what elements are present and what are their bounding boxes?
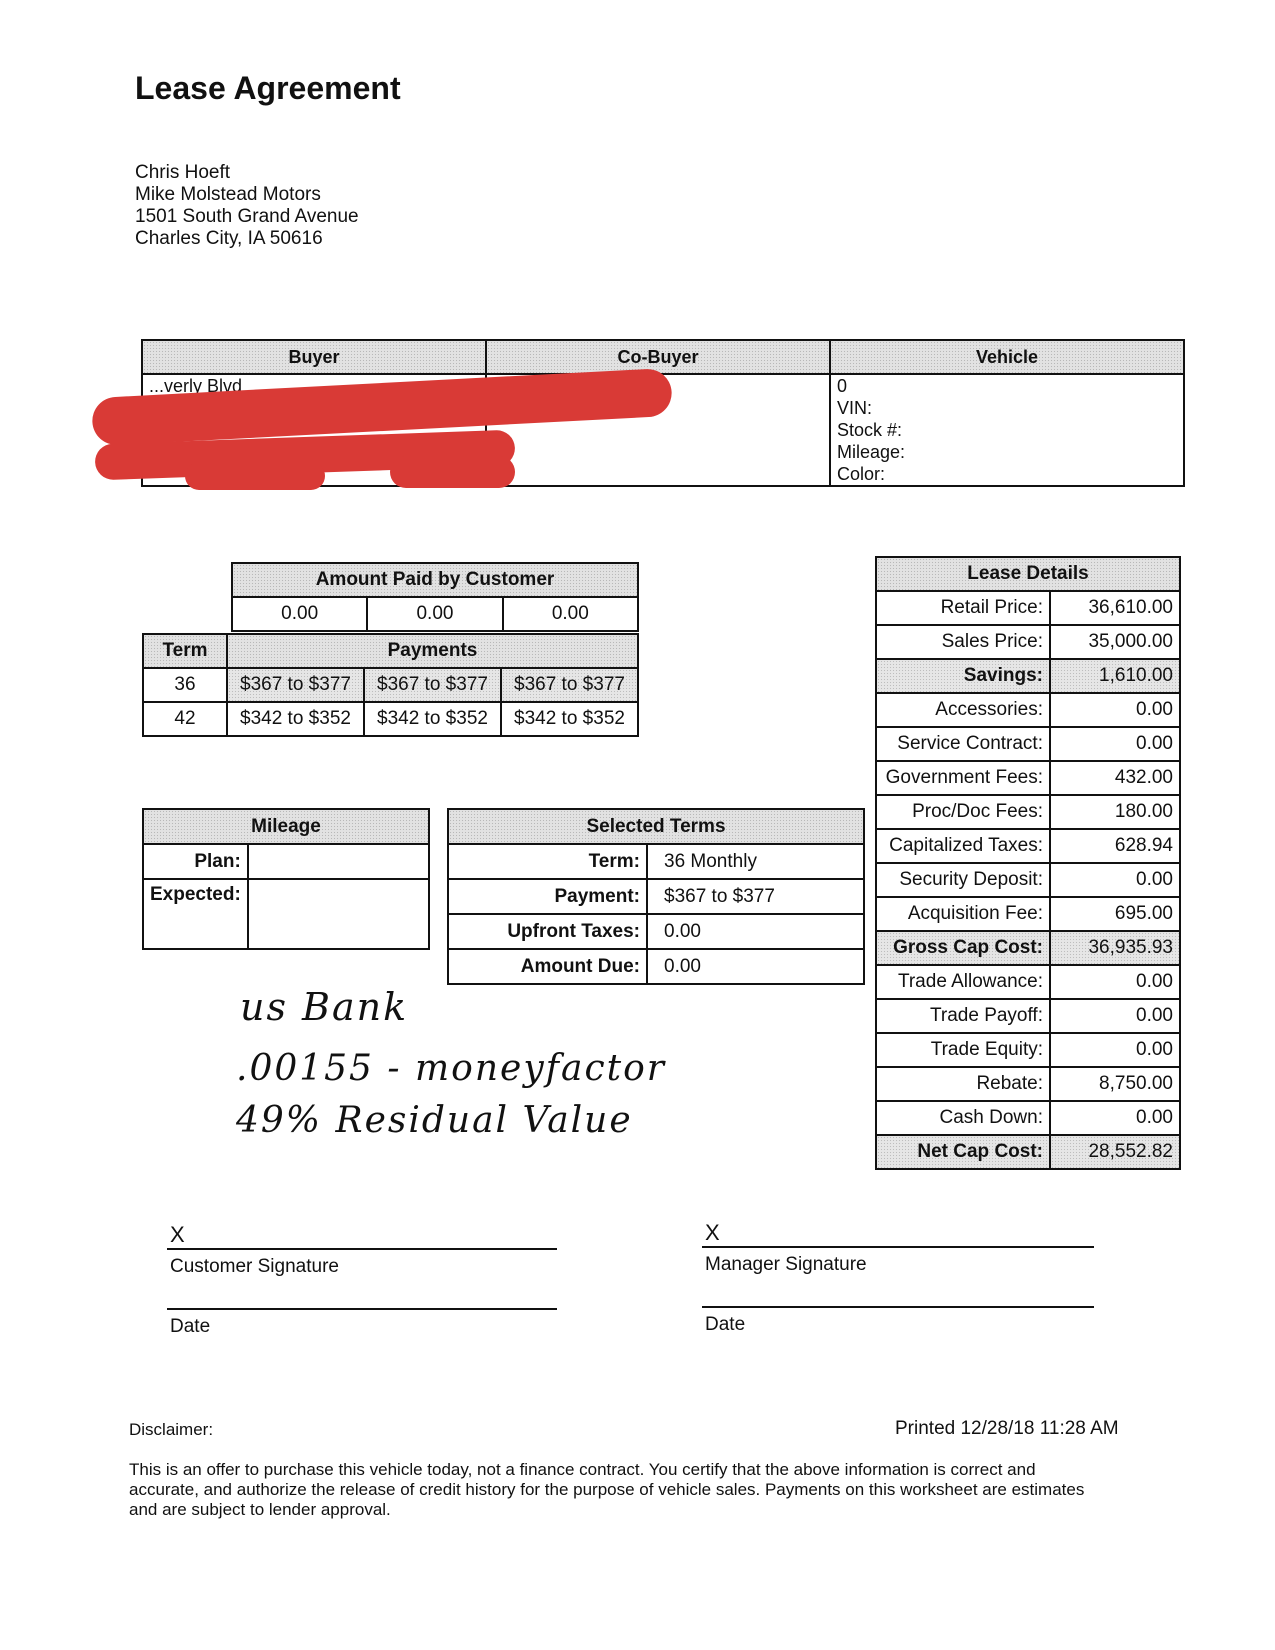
lease-detail-value: 695.00	[1050, 897, 1180, 931]
lease-detail-value: 0.00	[1050, 1033, 1180, 1067]
vehicle-vin: VIN:	[837, 398, 873, 418]
amount-paid-value: 0.00	[503, 597, 638, 631]
customer-date-label: Date	[170, 1316, 211, 1337]
buyer-line: ...verly Blvd	[149, 376, 243, 396]
vehicle-color: Color:	[837, 464, 886, 484]
lease-detail-label: Acquisition Fee:	[876, 897, 1050, 931]
lease-detail-value: 8,750.00	[1050, 1067, 1180, 1101]
payments-header: Payments	[227, 634, 638, 668]
lease-detail-value: 0.00	[1050, 693, 1180, 727]
mileage-expected-label: Expected:	[143, 879, 248, 949]
lease-detail-label: Net Cap Cost:	[876, 1135, 1050, 1169]
lease-detail-label: Government Fees:	[876, 761, 1050, 795]
terms-value: 0.00	[647, 949, 864, 984]
lease-detail-label: Capitalized Taxes:	[876, 829, 1050, 863]
amount-paid-value: 0.00	[232, 597, 367, 631]
handwritten-money-factor-note: .00155 - moneyfactor	[236, 1048, 666, 1089]
lease-detail-value: 0.00	[1050, 863, 1180, 897]
lease-detail-value: 628.94	[1050, 829, 1180, 863]
lease-detail-label: Service Contract:	[876, 727, 1050, 761]
terms-value: $367 to $377	[647, 879, 864, 914]
terms-label: Term:	[448, 844, 647, 879]
selected-terms-header: Selected Terms	[448, 809, 864, 844]
disclaimer-text: This is an offer to purchase this vehicle today, not a finance contract. You certify that the above information is correct and accurate, and authorize the release of credit history for the purpose of vehicle sales. Payments on this worksheet are estimates and are subject to lender approval.	[129, 1460, 1085, 1519]
lease-detail-label: Cash Down:	[876, 1101, 1050, 1135]
manager-date-line[interactable]	[702, 1306, 1094, 1308]
cobuyer-header: Co-Buyer	[486, 340, 830, 374]
terms-value: 0.00	[647, 914, 864, 949]
mileage-header: Mileage	[143, 809, 429, 844]
dealer-contact: Chris Hoeft	[135, 162, 231, 183]
payment-row	[143, 702, 638, 736]
disclaimer-label: Disclaimer:	[129, 1420, 214, 1439]
terms-label: Payment:	[448, 879, 647, 914]
customer-signature-label: Customer Signature	[170, 1256, 339, 1277]
mileage-plan-label: Plan:	[143, 844, 248, 879]
manager-date-label: Date	[705, 1314, 746, 1335]
lease-detail-label: Accessories:	[876, 693, 1050, 727]
lease-detail-label: Rebate:	[876, 1067, 1050, 1101]
selected-terms-table	[447, 808, 865, 985]
amount-paid-value: 0.00	[367, 597, 502, 631]
terms-label: Upfront Taxes:	[448, 914, 647, 949]
lease-detail-value: 28,552.82	[1050, 1135, 1180, 1169]
lease-detail-label: Retail Price:	[876, 591, 1050, 625]
customer-signature-line[interactable]	[167, 1248, 557, 1250]
payment-range: $367 to $377	[227, 668, 364, 702]
term-header: Term	[143, 634, 227, 668]
terms-label: Amount Due:	[448, 949, 647, 984]
document-title: Lease Agreement	[135, 70, 401, 106]
lease-detail-label: Trade Equity:	[876, 1033, 1050, 1067]
terms-value: 36 Monthly	[647, 844, 864, 879]
lease-detail-label: Security Deposit:	[876, 863, 1050, 897]
handwritten-bank-note: us Bank	[240, 985, 409, 1029]
payment-range: $342 to $352	[364, 702, 501, 736]
customer-signature-x: X	[170, 1222, 185, 1247]
printed-timestamp: Printed 12/28/18 11:28 AM	[895, 1418, 1119, 1439]
payment-range: $342 to $352	[227, 702, 364, 736]
vehicle-stock: Stock #:	[837, 420, 903, 440]
lease-detail-value: 0.00	[1050, 965, 1180, 999]
lease-detail-label: Trade Allowance:	[876, 965, 1050, 999]
lease-detail-label: Savings:	[876, 659, 1050, 693]
dealer-address: 1501 South Grand Avenue	[135, 206, 359, 227]
mileage-table	[142, 808, 430, 950]
lease-details-table	[875, 556, 1181, 1170]
vehicle-line: 0	[837, 376, 848, 396]
dealer-city: Charles City, IA 50616	[135, 228, 323, 249]
mileage-expected-value	[248, 879, 429, 949]
mileage-plan-value	[248, 844, 429, 879]
vehicle-mileage: Mileage:	[837, 442, 906, 462]
redaction-mark	[185, 462, 325, 490]
payments-table	[142, 633, 639, 737]
payment-term: 42	[143, 702, 227, 736]
vehicle-header: Vehicle	[830, 340, 1184, 374]
dealer-name: Mike Molstead Motors	[135, 184, 321, 205]
lease-detail-label: Gross Cap Cost:	[876, 931, 1050, 965]
lease-detail-value: 432.00	[1050, 761, 1180, 795]
lease-detail-value: 36,935.93	[1050, 931, 1180, 965]
lease-detail-value: 36,610.00	[1050, 591, 1180, 625]
customer-date-line[interactable]	[167, 1308, 557, 1310]
manager-signature-x: X	[705, 1220, 720, 1245]
payment-term: 36	[143, 668, 227, 702]
redaction-mark	[390, 456, 515, 488]
lease-detail-value: 35,000.00	[1050, 625, 1180, 659]
manager-signature-line[interactable]	[702, 1246, 1094, 1248]
lease-details-header: Lease Details	[876, 557, 1180, 591]
lease-detail-label: Sales Price:	[876, 625, 1050, 659]
payment-range: $367 to $377	[364, 668, 501, 702]
amount-paid-table	[231, 562, 639, 632]
manager-signature-label: Manager Signature	[705, 1254, 867, 1275]
lease-detail-value: 180.00	[1050, 795, 1180, 829]
lease-detail-value: 0.00	[1050, 999, 1180, 1033]
lease-detail-label: Proc/Doc Fees:	[876, 795, 1050, 829]
vehicle-info	[830, 374, 1184, 486]
lease-detail-value: 0.00	[1050, 727, 1180, 761]
dealer-info	[135, 162, 359, 250]
payment-row	[143, 668, 638, 702]
buyer-header: Buyer	[142, 340, 486, 374]
amount-paid-header: Amount Paid by Customer	[232, 563, 638, 597]
payment-range: $367 to $377	[501, 668, 638, 702]
lease-detail-value: 0.00	[1050, 1101, 1180, 1135]
payment-range: $342 to $352	[501, 702, 638, 736]
handwritten-residual-note: 49% Residual Value	[236, 1100, 633, 1141]
lease-detail-value: 1,610.00	[1050, 659, 1180, 693]
lease-detail-label: Trade Payoff:	[876, 999, 1050, 1033]
